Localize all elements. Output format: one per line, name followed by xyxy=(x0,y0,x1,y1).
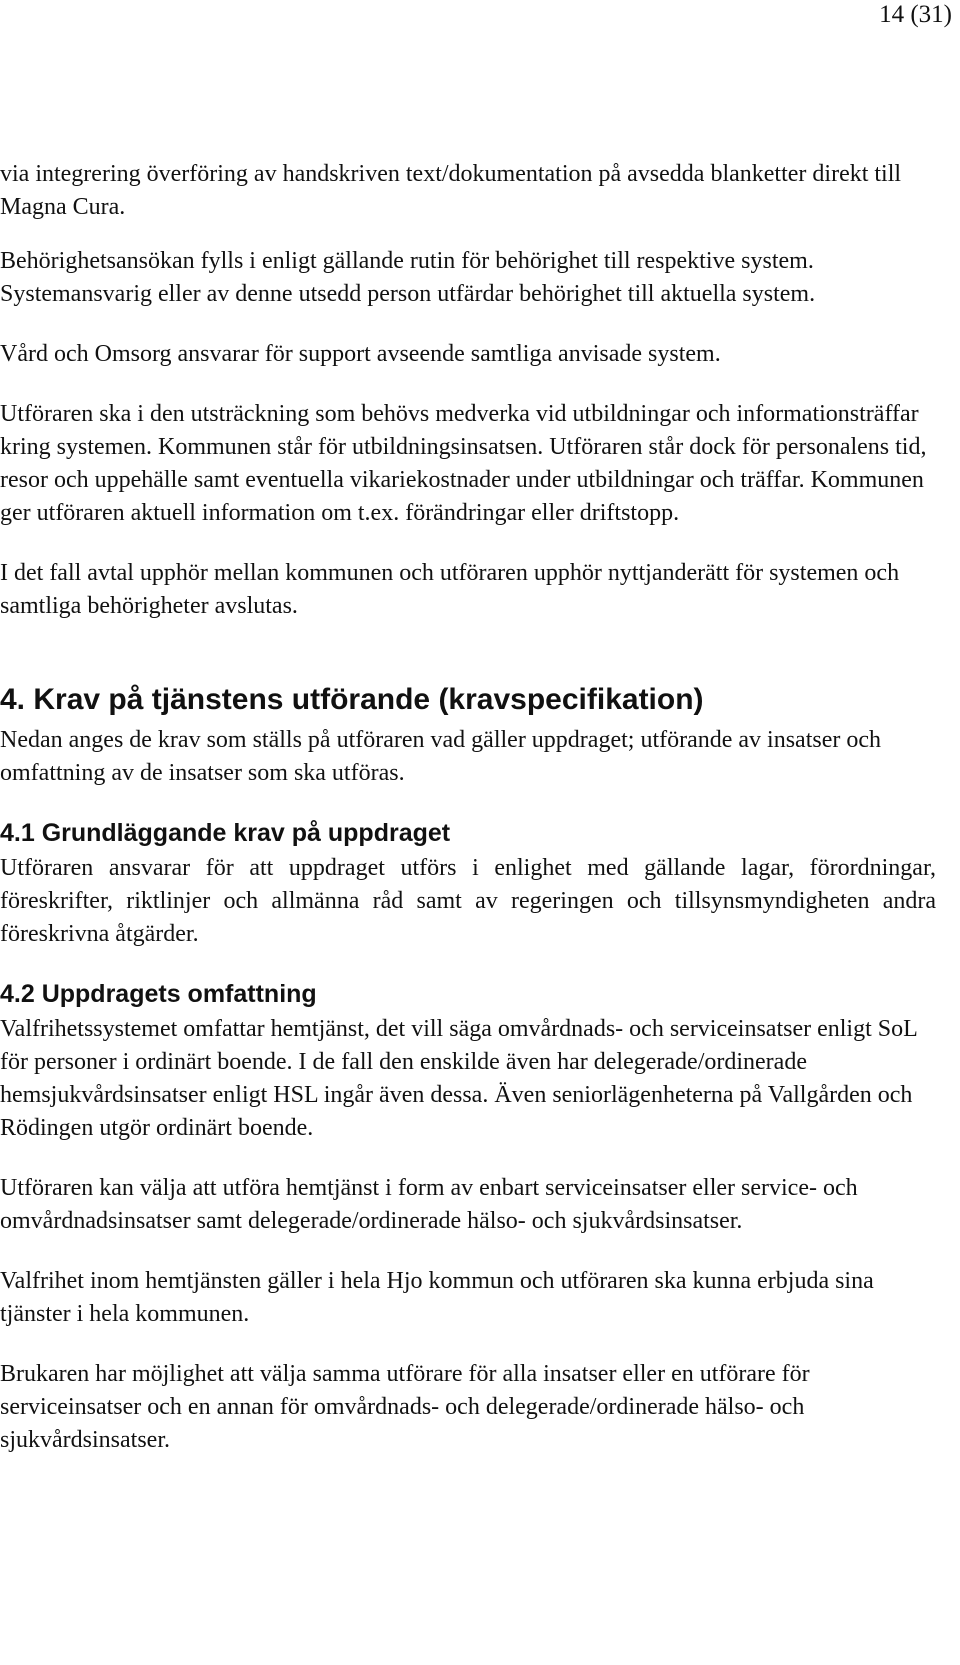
paragraph-support: Vård och Omsorg ansvarar för support avseende samtliga anvisade system. xyxy=(0,341,721,367)
section-4-heading: 4. Krav på tjänstens utförande (kravspecifikation) xyxy=(0,683,704,716)
paragraph-integration: via integrering överföring av handskriven text/dokumentation på avsedda blanketter direkt till Magna Cura. xyxy=(0,161,902,220)
section-4-2-heading: 4.2 Uppdragets omfattning xyxy=(0,980,317,1008)
section-4-1-heading: 4.1 Grundläggande krav på uppdraget xyxy=(0,819,451,847)
section-4-2-paragraph-service-types: Utföraren kan välja att utföra hemtjänst i form av enbart serviceinsatser eller service- och omvårdnadsinsatser samt delegerade/ordinerade hälso- och sjukvårdsinsatser. xyxy=(0,1175,858,1234)
paragraph-training: Utföraren ska i den utsträckning som behövs medverka vid utbildningar och informationsträffar kring systemen. Kommunen står för utbildningsinsatsen. Utföraren står dock för personalens tid, resor och uppehälle samt eventuella vikariekostnader under utbildningar och träffar. Kommunen ger utföraren aktuell information om t.ex. förändringar eller driftstopp. xyxy=(0,401,927,526)
paragraph-access-application: Behörighetsansökan fylls i enligt gällande rutin för behörighet till respektive system. Systemansvarig eller av denne utsedd person utfärdar behörighet till aktuella system. xyxy=(0,248,816,307)
section-4-2-paragraph-choice: Brukaren har möjlighet att välja samma utförare för alla insatser eller en utförare för serviceinsatser och en annan för omvårdnads- och delegerade/ordinerade hälso- och sjukvårdsinsatser. xyxy=(0,1361,810,1453)
page-number: 14 (31) xyxy=(879,1,952,28)
document-body xyxy=(0,158,936,1457)
section-4-text: Nedan anges de krav som ställs på utföraren vad gäller uppdraget; utförande av insatser och omfattning av de insatser som ska utföras. xyxy=(0,727,882,786)
section-4-2-paragraph-geography: Valfrihet inom hemtjänsten gäller i hela Hjo kommun och utföraren ska kunna erbjuda sina tjänster i hela kommunen. xyxy=(0,1268,874,1327)
paragraph-termination: I det fall avtal upphör mellan kommunen och utföraren upphör nyttjanderätt för systemen och samtliga behörigheter avslutas. xyxy=(0,560,900,619)
section-4-1-text: Utföraren ansvarar för att uppdraget utförs i enlighet med gällande lagar, förordningar, föreskrifter, riktlinjer och allmänna råd samt av regeringen och tillsynsmyndigheten andra föreskrivna åtgärder. xyxy=(0,855,936,947)
section-4-2-paragraph-scope: Valfrihetssystemet omfattar hemtjänst, det vill säga omvårdnads- och serviceinsatser enligt SoL för personer i ordinärt boende. I de fall den enskilde även har delegerade/ordinerade hemsjukvårdsinsatser enligt HSL ingår även dessa. Även seniorlägenheterna på Vallgården och Rödingen utgör ordinärt boende. xyxy=(0,1016,917,1141)
